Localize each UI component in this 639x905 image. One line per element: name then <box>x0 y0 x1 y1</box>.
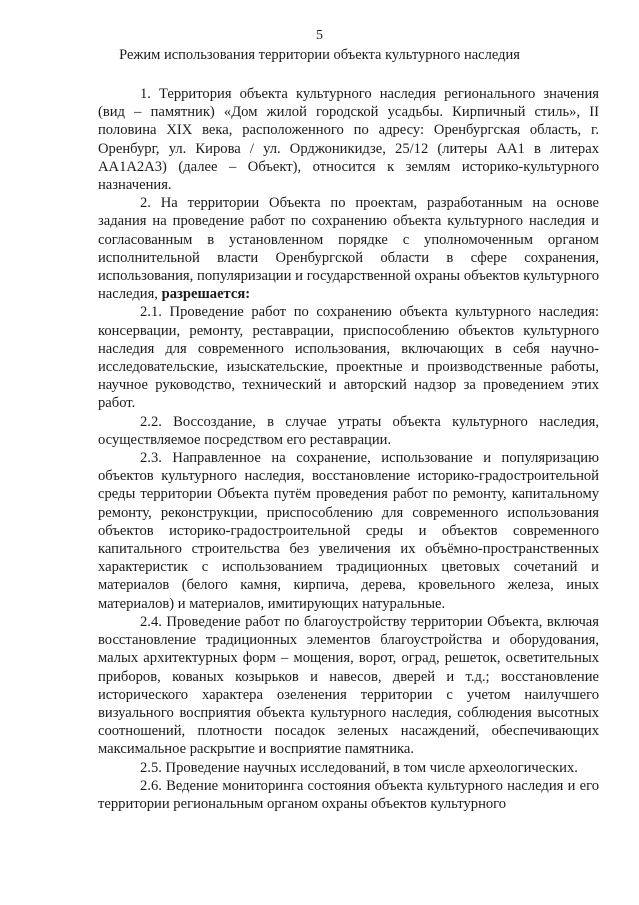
paragraph-2-6: 2.6. Ведение мониторинга состояния объекта культурного наследия и его территории региональным органом охраны объектов культурного <box>98 777 599 812</box>
paragraph-2 <box>98 194 599 303</box>
page-number: 5 <box>316 28 323 43</box>
paragraph-2-1: 2.1. Проведение работ по сохранению объекта культурного наследия: консервации, ремонту, реставрации, приспособлению объектов культурного наследия для современного использования, включающих в себя научно-исследовательские, изыскательские, проектные и производственные работы, научное руководство, технический и авторский надзор за проведением этих работ. <box>98 304 599 412</box>
document-body <box>98 85 599 813</box>
paragraph-2-4: 2.4. Проведение работ по благоустройству территории Объекта, включая восстановление традиционных элементов благоустройства и оборудования, малых архитектурных форм – мощения, ворот, оград, решеток, осветительных приборов, кованых козырьков и навесов, дверей и т.д.; восстановление исторического характера озеленения территории с учетом наилучшего визуального восприятия объекта культурного наследия, соблюдения высотных соотношений, плотности посадок зеленых насаждений, обеспечивающих максимальное раскрытие и восприятие памятника. <box>98 613 599 758</box>
paragraph-2-text: 2. На территории Объекта по проектам, разработанным на основе задания на проведение работ по сохранению объекта культурного наследия и согласованным в установленном порядке с уполномоченным органом исполнительной власти Оренбургской области в сфере сохранения, использования, популяризации и государственной охраны объектов культурного наследия, <box>98 195 599 303</box>
paragraph-2-5: 2.5. Проведение научных исследований, в том числе археологических. <box>140 759 578 776</box>
paragraph-2-3: 2.3. Направленное на сохранение, использование и популяризацию объектов культурного наследия, восстановление историко-градостроительной среды территории Объекта путём проведения работ по ремонту, капитальному ремонту, реконструкции, приспособлению для современного использования объектов историко-градостроительной среды и объектов современного капитального строительства без увеличения их объёмно-пространственных характеристик с использованием традиционных цветовых сочетаний и материалов (белого камня, кирпича, дерева, кровельного железа, иных материалов) и материалов, имитирующих натуральные. <box>98 450 599 612</box>
paragraph-2-2: 2.2. Воссоздание, в случае утраты объекта культурного наследия, осуществляемое посредством его реставрации. <box>98 413 599 448</box>
paragraph-1: 1. Территория объекта культурного наследия регионального значения (вид – памятник) «Дом жилой городской усадьбы. Кирпичный стиль», II половина XIX века, расположенного по адресу: Оренбургская область, г. Оренбург, ул. Кирова / ул. Орджоникидзе, 25/12 (литеры АА1 в литерах АА1А2А3) (далее – Объект), относится к землям историко-культурного назначения. <box>98 86 599 194</box>
document-title: Режим использования территории объекта культурного наследия <box>119 47 520 63</box>
paragraph-2-bold: разрешается: <box>161 286 251 303</box>
